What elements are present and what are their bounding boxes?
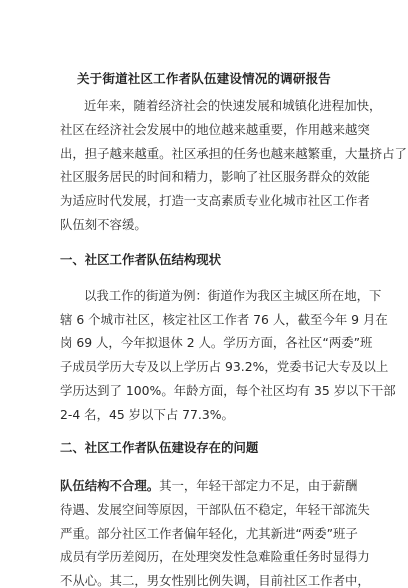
section2-line: 严重。部分社区工作者偏年轻化，尤其新进“两委”班子 — [60, 526, 358, 541]
section1-line: 子成员学历大专及以上学历占 93.2%，党委书记大专及以上 — [60, 359, 389, 374]
section2-line-rest: 其一，年轻干部定力不足，由于薪酬 — [159, 478, 358, 493]
section2-line: 成员有学历差阅历，在处理突发性急难险重任务时显得力 — [60, 549, 370, 564]
intro-line: 近年来，随着经济社会的快速发展和城镇化进程加快， — [84, 98, 382, 113]
section-heading: 一、社区工作者队伍结构现状 — [60, 252, 222, 267]
intro-line: 社区服务居民的时间和精力，影响了社区服务群众的效能 — [60, 169, 370, 184]
section1-line: 2-4 名，45 岁以下占 77.3%。 — [60, 407, 234, 422]
section1-line: 以我工作的街道为例：街道作为我区主城区所在地，下 — [84, 288, 382, 303]
intro-line: 社区在经济社会发展中的地位越来越重要，作用越来越突 — [60, 122, 370, 137]
section1-line: 辖 6 个城市社区，核定社区工作者 76 人，截至今年 9 月在 — [60, 312, 388, 327]
section2-line: 不从心。其二，男女性别比例失调，目前社区工作者中， — [60, 573, 370, 588]
section1-line: 岗 69 人，今年拟退休 2 人。学历方面，各社区“两委”班 — [60, 335, 373, 350]
section1-line: 学历达到了 100%。年龄方面，每个社区均有 35 岁以下干部 — [60, 383, 396, 398]
section-heading: 二、社区工作者队伍建设存在的问题 — [60, 440, 259, 455]
section2-line — [60, 479, 357, 493]
bold-lead: 队伍结构不合理。 — [60, 478, 160, 493]
document-title: 关于街道社区工作者队伍建设情况的调研报告 — [76, 71, 331, 86]
intro-line: 为适应时代发展，打造一支高素质专业化城市社区工作者 — [60, 193, 370, 208]
intro-line: 队伍刻不容缓。 — [60, 217, 147, 232]
section2-line: 待遇、发展空间等原因，干部队伍不稳定，年轻干部流失 — [60, 502, 370, 517]
intro-line: 出，担子越来越重。社区承担的任务也越来越繁重，大量挤占了 — [60, 146, 407, 161]
